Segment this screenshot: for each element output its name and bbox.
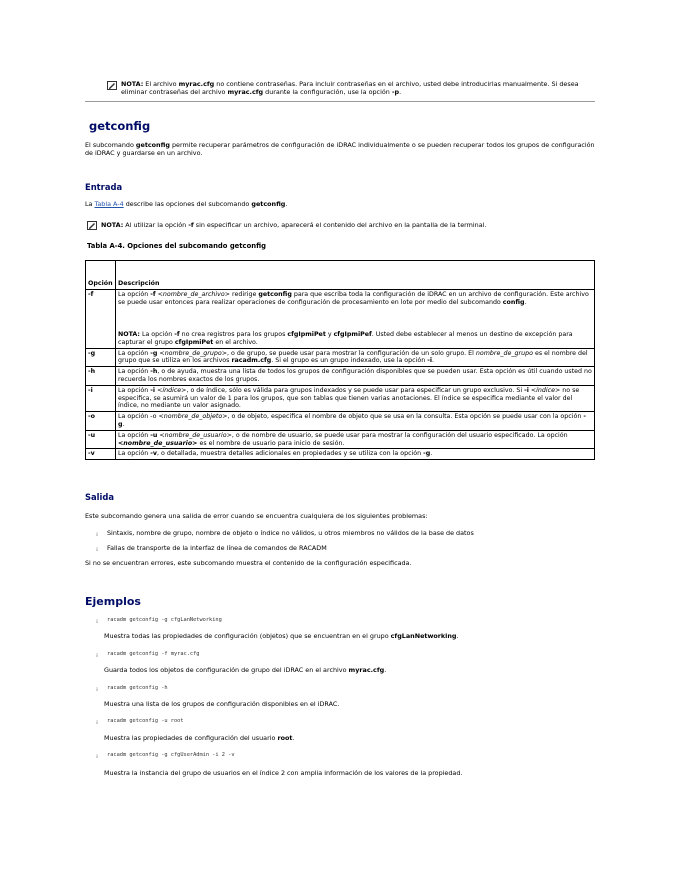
- table-header-row: [86, 261, 595, 290]
- example-command: racadm getconfig -g cfgUserAdmin -i 2 -v: [107, 752, 235, 758]
- page-title: getconfig: [89, 119, 151, 133]
- bullet-icon: ¡: [96, 531, 99, 537]
- description-cell: La opción -u <nombre_de_usuario>, o de nombre de usuario, se puede usar para mostrar la configuración del usuario especificado. La opción <nombre_de_usuario> es el nombre de usuario para inicio de sesión.: [116, 430, 595, 449]
- note-1: NOTA: El archivo myrac.cfg no contiene contraseñas. Para incluir contraseñas en el archivo, usted debe introducirlas manualmente. Si desea eliminar contraseñas del archivo myrac.cfg durante la configuración, use la opción -p.: [121, 80, 579, 96]
- intro-paragraph: El subcomando getconfig permite recuperar parámetros de configuración de iDRAC individualmente o se pueden recuperar todos los grupos de configuración de iDRAC y guardarse en un archivo.: [85, 141, 595, 157]
- list-item: Sintaxis, nombre de grupo, nombre de objeto o índice no válidos, u otros miembros no válidos de la base de datos: [107, 529, 474, 537]
- table-row: [86, 385, 595, 411]
- description-cell: La opción -o <nombre_de_objeto>, o de objeto, especifica el nombre de objeto que se usa en la consulta. Esta opción se puede usar con la opción -g.: [116, 412, 595, 431]
- example-command: racadm getconfig -h: [107, 685, 168, 691]
- bullet-icon: ¡: [96, 652, 99, 658]
- option-cell: -u: [86, 430, 116, 449]
- table-row: [86, 449, 595, 460]
- section-heading-entrada: Entrada: [85, 182, 123, 192]
- col-header-option: Opción: [86, 261, 116, 290]
- option-cell: -f: [86, 290, 116, 349]
- bullet-icon: ¡: [96, 618, 99, 624]
- entrada-paragraph: La Tabla A-4 describe las opciones del subcomando getconfig.: [85, 200, 288, 208]
- option-cell: -i: [86, 385, 116, 411]
- option-cell: -h: [86, 367, 116, 386]
- table-caption: Tabla A-4. Opciones del subcomando getconfig: [87, 242, 266, 250]
- example-command: racadm getconfig -u root: [107, 718, 184, 724]
- note-pencil-icon: [87, 221, 97, 230]
- divider: [85, 101, 595, 102]
- example-command: racadm getconfig -f myrac.cfg: [107, 651, 200, 657]
- option-cell: -v: [86, 449, 116, 460]
- option-cell: -g: [86, 348, 116, 367]
- salida-result-paragraph: Si no se encuentran errores, este subcomando muestra el contenido de la configuración especificada.: [85, 559, 412, 567]
- example-description: Muestra las propiedades de configuración del usuario root.: [104, 734, 295, 742]
- option-cell: -o: [86, 412, 116, 431]
- example-description: Muestra una lista de los grupos de configuración disponibles en el iDRAC.: [104, 700, 340, 708]
- example-description: Muestra la instancia del grupo de usuarios en el índice 2 con amplia información de los valores de la propiedad.: [104, 769, 463, 777]
- example-description: Muestra todas las propiedades de configuración (objetos) que se encuentran en el grupo cfgLanNetworking.: [104, 632, 459, 640]
- bullet-icon: ¡: [96, 753, 99, 759]
- description-cell: La opción -i <índice>, o de índice, sólo es válida para grupos indexados y se puede usar para especificar un grupo exclusivo. Si -i <índice> no se especifica, se asumirá un valor de 1 para los grupos, que son tablas que tienen varias anotaciones. El índice se especifica mediante el valor del índice, no mediante un valor asignado.: [116, 385, 595, 411]
- table-row: [86, 412, 595, 431]
- table-a4-link[interactable]: Tabla A-4: [94, 200, 124, 208]
- section-heading-salida: Salida: [85, 492, 115, 502]
- table-row: [86, 290, 595, 349]
- list-item: Fallas de transporte de la interfaz de línea de comandos de RACADM: [107, 544, 327, 552]
- section-heading-ejemplos: Ejemplos: [85, 595, 141, 608]
- description-cell: La opción -h, o de ayuda, muestra una lista de todos los grupos de configuración disponibles que se pueden usar. Esta opción es útil cuando usted no recuerda los nombres exactos de los grupos.: [116, 367, 595, 386]
- options-table: [85, 260, 595, 460]
- bullet-icon: ¡: [96, 686, 99, 692]
- bullet-icon: ¡: [96, 546, 99, 552]
- col-header-description: Descripción: [116, 261, 595, 290]
- table-row: [86, 367, 595, 386]
- description-cell: La opción -f <nombre_de_archivo> redirige getconfig para que escriba toda la configuración de iDRAC en un archivo de configuración. Este archivo se puede usar entonces para realizar operaciones de configuración de procesamiento en lote por medio del subcomando config. NOTA: La opción -f no crea registros para los grupos cfgIpmiPet y cfgIpmiPef. Usted debe establecer al menos un destino de excepción para capturar el grupo cfgIpmiPet en el archivo.: [116, 290, 595, 349]
- description-cell: La opción -g <nombre_de_grupo>, o de grupo, se puede usar para mostrar la configuración de un solo grupo. El nombre_de_grupo es el nombre del grupo que se utiliza en los archivos racadm.cfg. Si el grupo es un grupo indexado, use la opción -i.: [116, 348, 595, 367]
- bullet-icon: ¡: [96, 719, 99, 725]
- note-pencil-icon: [107, 81, 117, 90]
- salida-paragraph: Este subcomando genera una salida de error cuando se encuentra cualquiera de los siguientes problemas:: [85, 512, 428, 520]
- example-description: Guarda todos los objetos de configuración de grupo del iDRAC en el archivo myrac.cfg.: [104, 666, 387, 674]
- description-cell: La opción -v, o detallada, muestra detalles adicionales en propiedades y se utiliza con la opción -g.: [116, 449, 595, 460]
- example-command: racadm getconfig -g cfgLanNetworking: [107, 617, 222, 623]
- note-2: NOTA: Al utilizar la opción -f sin especificar un archivo, aparecerá el contenido del archivo en la pantalla de la terminal.: [101, 221, 487, 229]
- table-row: [86, 348, 595, 367]
- table-row: [86, 430, 595, 449]
